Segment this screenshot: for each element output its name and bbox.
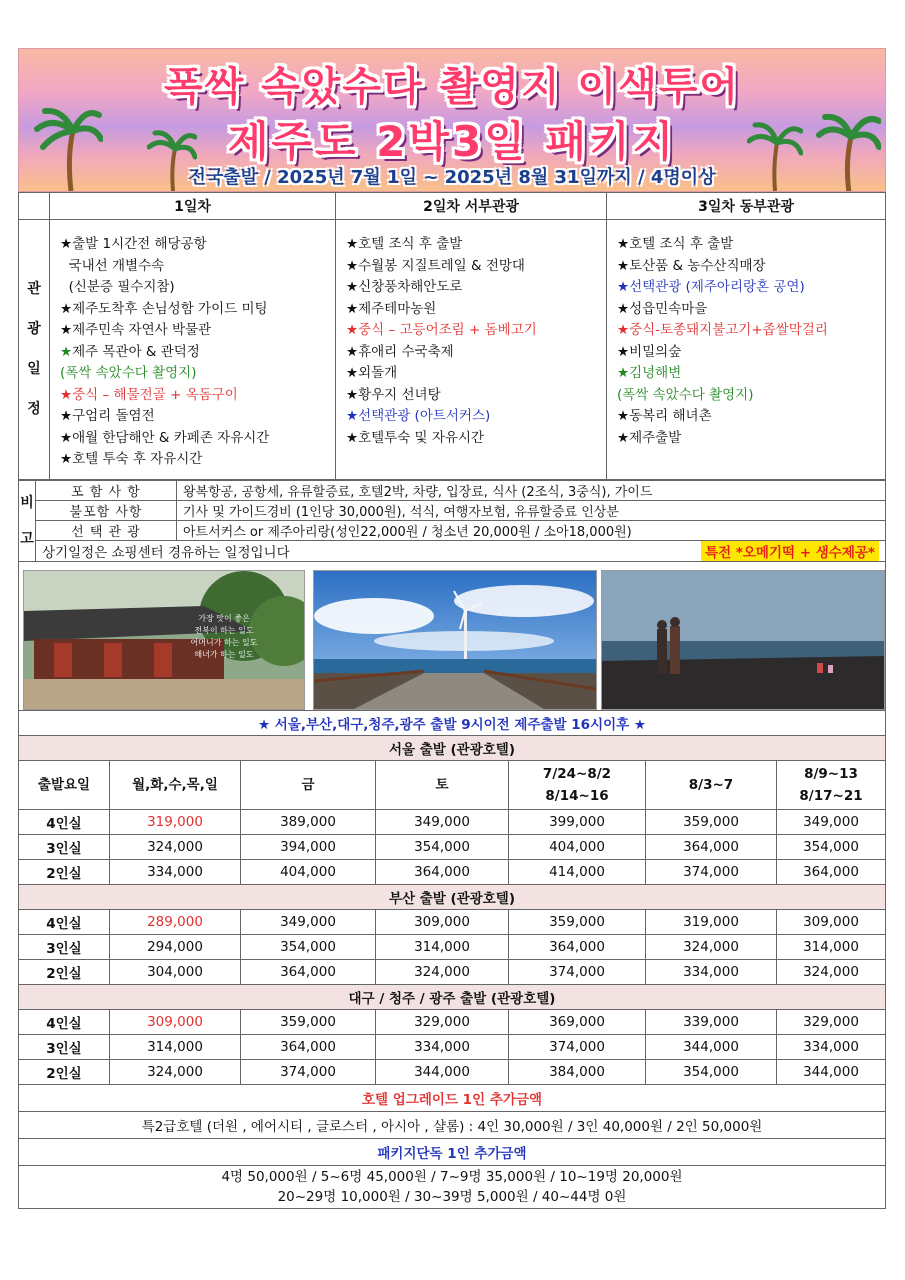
banner-subtitle: 전국출발 / 2025년 7월 1일 ~ 2025년 8월 31일까지 / 4명이상 [188,167,716,188]
price-column-header: 7/24~8/2 8/14~16 [509,760,646,809]
price-cell: 309,000 [376,909,509,934]
remarks-label: 불포함 사항 [36,500,177,520]
price-cell: 349,000 [376,809,509,834]
price-cell: 324,000 [376,959,509,984]
day1-schedule [50,220,336,480]
single-title: 패키지단독 1인 추가금액 [19,1138,886,1165]
price-column-header: 토 [376,760,509,809]
price-cell: 294,000 [110,934,241,959]
star-icon: ★ [60,343,73,360]
price-cell: 374,000 [241,1059,376,1084]
itinerary-item: ★수월봉 지질트레일 & 전망대 [346,257,525,274]
price-row [19,1009,886,1034]
remarks-value: 아트서커스 or 제주아리랑(성인22,000원 / 청소년 20,000원 / 소아18,000원) [177,520,886,540]
price-cell: 344,000 [646,1034,777,1059]
price-cell: 364,000 [241,1034,376,1059]
price-cell: 329,000 [376,1009,509,1034]
single-line-2: 20~29명 10,000원 / 30~39명 5,000원 / 40~44명 0원 [277,1188,627,1205]
remarks-label: 포 함 사 항 [36,480,177,500]
price-cell: 314,000 [777,934,886,959]
itinerary-item: 국내선 개별수속 [60,257,165,274]
price-column-header: 8/9~13 8/17~21 [777,760,886,809]
price-row [19,809,886,834]
price-cell: 319,000 [646,909,777,934]
room-type: 3인실 [19,834,110,859]
itinerary-item: (폭싹 속았수다 촬영지) [617,386,754,403]
price-cell: 364,000 [376,859,509,884]
price-cell: 309,000 [110,1009,241,1034]
price-cell: 354,000 [241,934,376,959]
itinerary-item: ★제주도착후 손님성함 가이드 미팅 [60,300,268,317]
price-cell: 359,000 [646,809,777,834]
price-cell: 354,000 [646,1059,777,1084]
price-cell: 354,000 [376,834,509,859]
day2-schedule [336,220,607,480]
itinerary-item: ★성읍민속마을 [617,300,708,317]
price-cell: 354,000 [777,834,886,859]
itinerary-table [18,192,886,480]
price-cell: 364,000 [777,859,886,884]
itinerary-item: ★호텔 투숙 후 자유시간 [60,451,203,467]
special-offer-badge: 특전 *오메기떡 + 생수제공* [701,541,879,561]
price-cell: 364,000 [646,834,777,859]
price-cell: 364,000 [509,934,646,959]
itinerary-item: (신분증 필수지참) [60,279,175,295]
photo-overlay-text: 해녀가 하는 일도 [194,649,254,659]
itinerary-item: ★비밀의숲 [617,343,682,360]
photo-windmill-coast [313,570,597,710]
itinerary-item: ★구엄리 돌염전 [60,408,155,424]
price-column-header: 월,화,수,목,일 [110,760,241,809]
price-cell: 364,000 [241,959,376,984]
single-line-1: 4명 50,000원 / 5~6명 45,000원 / 7~9명 35,000원 / 10~19명 20,000원 [221,1168,683,1185]
price-cell: 384,000 [509,1059,646,1084]
price-cell: 349,000 [777,809,886,834]
itinerary-item: ★외돌개 [346,365,398,381]
remarks-value: 왕복항공, 공항세, 유류할증료, 호텔2박, 차량, 입장료, 식사 (2조식, 3중식), 가이드 [177,480,886,500]
price-row [19,834,886,859]
price-cell: 344,000 [777,1059,886,1084]
itinerary-item: ★황우지 선녀탕 [346,386,441,403]
remarks-side-label: 비 고 [19,480,36,561]
price-cell: 334,000 [376,1034,509,1059]
itinerary-item: ★선택관광 (제주아리랑혼 공연) [617,279,805,295]
itinerary-item [60,342,335,364]
price-cell: 334,000 [110,859,241,884]
itinerary-item: ★제주민속 자연사 박물관 [60,322,212,338]
room-type: 4인실 [19,909,110,934]
photo-overlay-text: 전복이 하는 일도 [194,625,254,635]
itinerary-item: ★호텔 조식 후 출발 [617,236,734,252]
itinerary-item: ★호텔 조식 후 출발 [346,236,463,252]
itinerary-item: ★휴애리 수국축제 [346,343,454,360]
room-type: 4인실 [19,809,110,834]
price-cell: 324,000 [110,834,241,859]
single-text [19,1165,886,1208]
price-cell: 349,000 [241,909,376,934]
price-cell: 404,000 [509,834,646,859]
day1-header: 1일차 [50,193,336,220]
price-table [18,710,886,1209]
price-cell: 374,000 [509,959,646,984]
itinerary-item: ★토산품 & 농수산직매장 [617,257,766,274]
price-cell: 334,000 [777,1034,886,1059]
price-cell: 314,000 [376,934,509,959]
price-cell: 339,000 [646,1009,777,1034]
itinerary-item: ★선택관광 (아트서커스) [346,408,491,424]
remarks-note-row [36,540,886,561]
price-cell: 359,000 [509,909,646,934]
price-cell: 374,000 [509,1034,646,1059]
departure-time-note: ★ 서울,부산,대구,청주,광주 출발 9시이전 제주출발 16시이후 ★ [19,710,886,735]
room-type: 3인실 [19,934,110,959]
price-cell: 324,000 [110,1059,241,1084]
itinerary-item: ★신창풍차해안도로 [346,279,463,295]
price-cell: 304,000 [110,959,241,984]
room-type: 4인실 [19,1009,110,1034]
price-cell: 344,000 [376,1059,509,1084]
room-type: 2인실 [19,1059,110,1084]
itinerary-item: ★출발 1시간전 해당공항 [60,236,207,252]
title-banner [18,48,886,192]
itinerary-item: ★애월 한담해안 & 카페존 자유시간 [60,429,270,446]
price-cell: 369,000 [509,1009,646,1034]
itinerary-side-label: 관 광 일 정 [19,220,50,480]
price-row [19,909,886,934]
price-section-title: 서울 출발 (관광호텔) [19,735,886,760]
price-row [19,959,886,984]
itinerary-item: ★중식 – 고등어조림 + 돔베고기 [346,322,537,338]
price-cell: 309,000 [777,909,886,934]
photo-couple-beach [601,570,885,710]
price-row [19,934,886,959]
remarks-label: 선 택 관 광 [36,520,177,540]
price-row [19,859,886,884]
price-column-header: 금 [241,760,376,809]
price-cell: 329,000 [777,1009,886,1034]
price-cell: 289,000 [110,909,241,934]
itinerary-corner [19,193,50,220]
price-column-header: 출발요일 [19,760,110,809]
day3-header: 3일차 동부관광 [607,193,886,220]
banner-title-1: 폭싹 속았수다 촬영지 이색투어 [163,64,741,110]
price-row [19,1034,886,1059]
price-cell: 314,000 [110,1034,241,1059]
itinerary-item: ★김녕해변 [617,365,682,381]
price-cell: 334,000 [646,959,777,984]
price-section-title: 부산 출발 (관광호텔) [19,884,886,909]
photo-strip [18,562,886,710]
price-cell: 324,000 [777,959,886,984]
price-cell: 324,000 [646,934,777,959]
itinerary-item: ★중식 – 해물전골 + 옥돔구이 [60,386,238,403]
price-section-title: 대구 / 청주 / 광주 출발 (관광호텔) [19,984,886,1009]
price-cell: 394,000 [241,834,376,859]
room-type: 2인실 [19,859,110,884]
price-column-header: 8/3~7 [646,760,777,809]
upgrade-title: 호텔 업그레이드 1인 추가금액 [19,1084,886,1111]
room-type: 2인실 [19,959,110,984]
price-cell: 319,000 [110,809,241,834]
banner-title-2: 제주도 2박3일 패키지 [227,117,677,166]
remarks-value: 기사 및 가이드경비 (1인당 30,000원), 석식, 여행자보험, 유류할증료 인상분 [177,500,886,520]
itinerary-item-text: 제주 목관아 & 관덕정 [72,343,200,360]
itinerary-item: (폭싹 속았수다 촬영지) [60,365,197,381]
price-cell: 414,000 [509,859,646,884]
shopping-note: 상기일정은 쇼핑센터 경유하는 일정입니다 [42,544,290,561]
upgrade-text: 특2급호텔 (더원 , 에어시티 , 글로스터 , 아시아 , 샬롬) : 4인 30,000원 / 3인 40,000원 / 2인 50,000원 [19,1111,886,1138]
price-cell: 404,000 [241,859,376,884]
itinerary-item: ★제주테마농원 [346,300,437,317]
day3-schedule [607,220,886,480]
room-type: 3인실 [19,1034,110,1059]
price-cell: 389,000 [241,809,376,834]
itinerary-item: ★동복리 해녀촌 [617,408,712,424]
itinerary-item: ★호텔투숙 및 자유시간 [346,429,485,446]
photo-overlay-text: 가장 맛이 좋은 [198,613,250,623]
itinerary-item: ★제주출발 [617,429,682,446]
remarks-table [18,480,886,562]
price-row [19,1059,886,1084]
day2-header: 2일차 서부관광 [336,193,607,220]
price-cell: 374,000 [646,859,777,884]
price-cell: 359,000 [241,1009,376,1034]
photo-overlay-text: 어머니가 하는 일도 [190,637,258,647]
photo-traditional-building [23,570,305,710]
price-cell: 399,000 [509,809,646,834]
itinerary-item: ★중식-토종돼지불고기+좁쌀막걸리 [617,322,828,338]
brochure [18,48,886,1209]
